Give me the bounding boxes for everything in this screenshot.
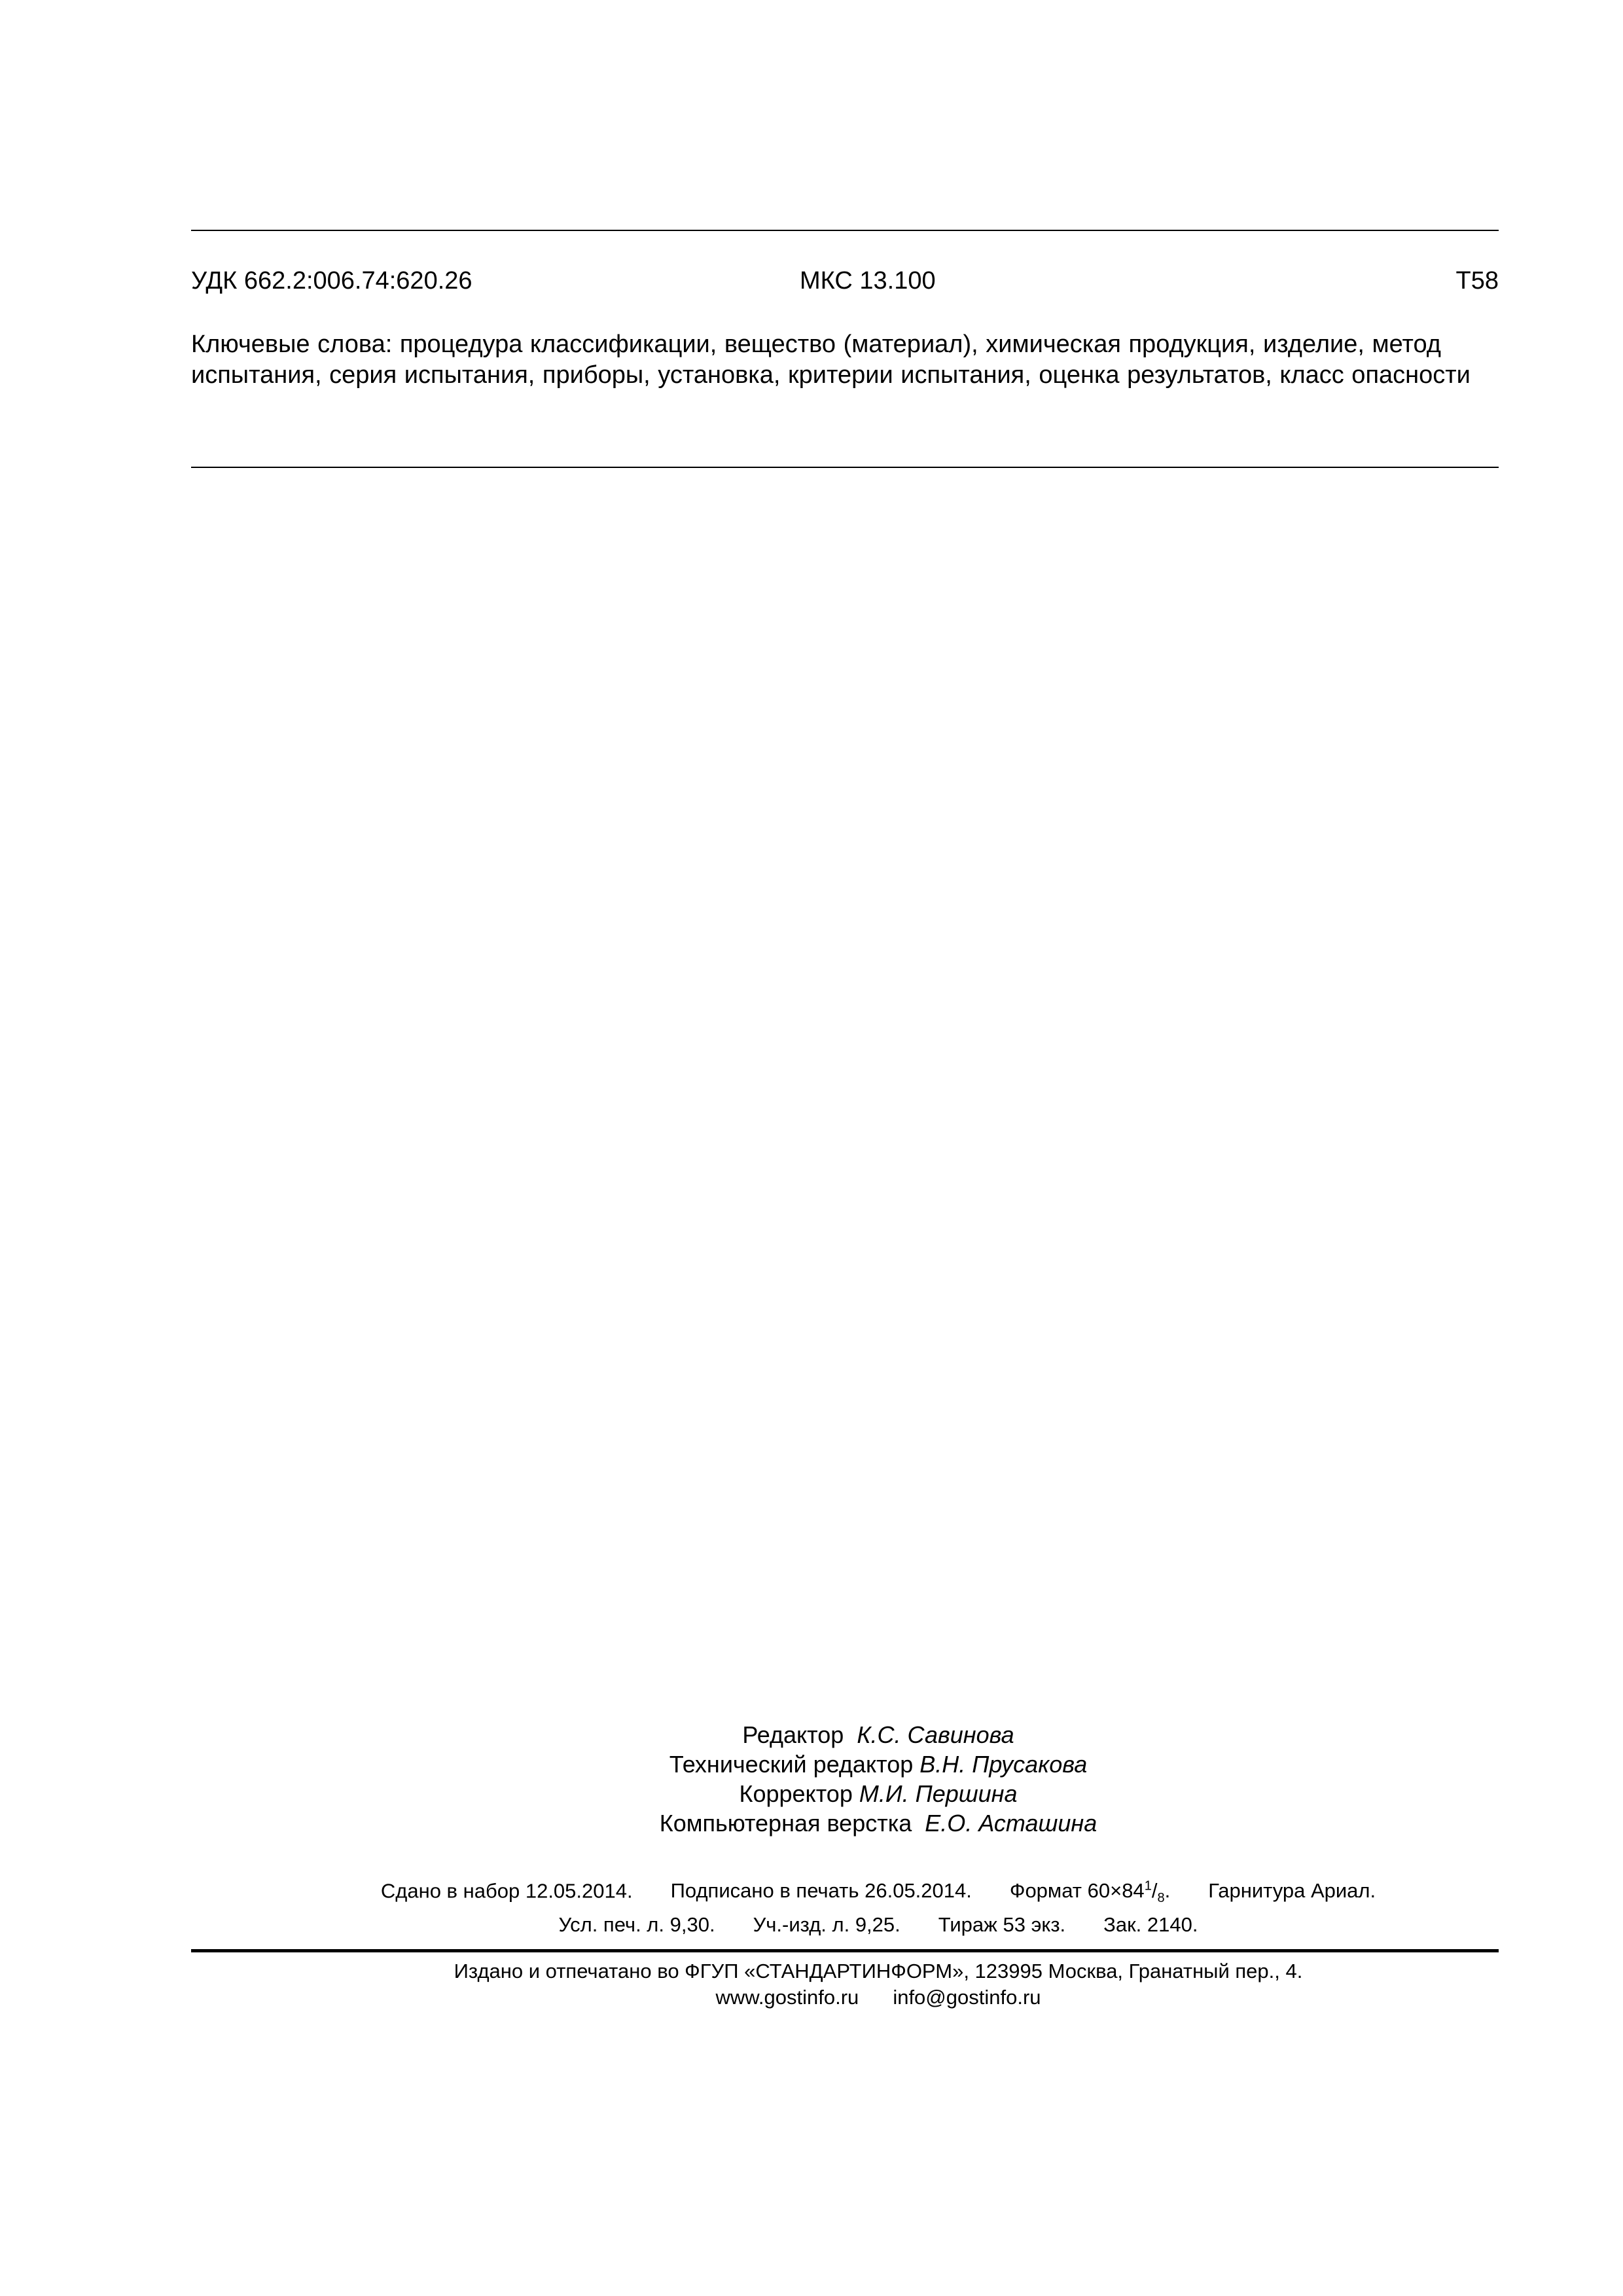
print-info-line-1 [191,1873,1565,1912]
publisher-line: Издано и отпечатано во ФГУП «СТАНДАРТИНФОРМ», 123995 Москва, Гранатный пер., 4. [454,1960,1303,1982]
publication-sheets: Уч.-изд. л. 9,25. [753,1912,901,1936]
format-numerator: 1 [1144,1879,1152,1893]
signed-date: Подписано в печать 26.05.2014. [670,1879,972,1903]
website-link[interactable]: www.gostinfo.ru [715,1986,859,2009]
publisher-block [191,1958,1565,2011]
typeset-date: Сдано в набор 12.05.2014. [380,1879,633,1903]
typeface: Гарнитура Ариал. [1208,1879,1376,1903]
print-info-line-2 [191,1912,1565,1938]
editor-name: К.С. Савинова [857,1721,1014,1748]
proofreader-role: Корректор [739,1780,853,1807]
udk-code: УДК 662.2:006.74:620.26 [191,267,473,295]
keywords-rule [191,467,1499,468]
publisher-rule [191,1949,1499,1952]
layout-role: Компьютерная верстка [659,1810,912,1837]
email-link[interactable]: info@gostinfo.ru [893,1986,1041,2009]
order-number: Зак. 2140. [1103,1912,1198,1936]
print-run: Тираж 53 экз. [938,1912,1066,1936]
format-denominator: 8 [1157,1891,1165,1906]
tech-editor-name: В.Н. Прусакова [919,1751,1088,1778]
layout-line [191,1808,1565,1838]
editor-role: Редактор [742,1721,844,1748]
paper-format: Формат $60\times 84^1/_8$. [1009,1879,1171,1906]
proofreader-line [191,1779,1565,1808]
keywords: Ключевые слова: процедура классификации, вещество (материал), химическая продукция, изделие, метод испытания, серия испытания, приборы, установка, критерии испытания, оценка результатов, класс опасности [191,331,1471,389]
okstu-code: Т58 [1455,267,1499,295]
layout-name: Е.О. Асташина [925,1810,1097,1837]
print-sheets: Усл. печ. л. 9,30. [558,1912,715,1936]
editor-line [191,1720,1565,1749]
mks-code: МКС 13.100 [800,267,936,295]
format-suffix: . [1164,1879,1171,1903]
top-rule [191,230,1499,231]
tech-editor-role: Технический редактор [669,1751,914,1778]
proofreader-name: М.И. Першина [859,1780,1018,1807]
credits-block [191,1720,1565,1838]
print-info [191,1873,1565,1938]
classification-row [191,264,1499,298]
publisher-contacts [191,1984,1565,2011]
format-prefix: Формат 60×84 [1009,1879,1145,1903]
tech-editor-line [191,1749,1565,1779]
